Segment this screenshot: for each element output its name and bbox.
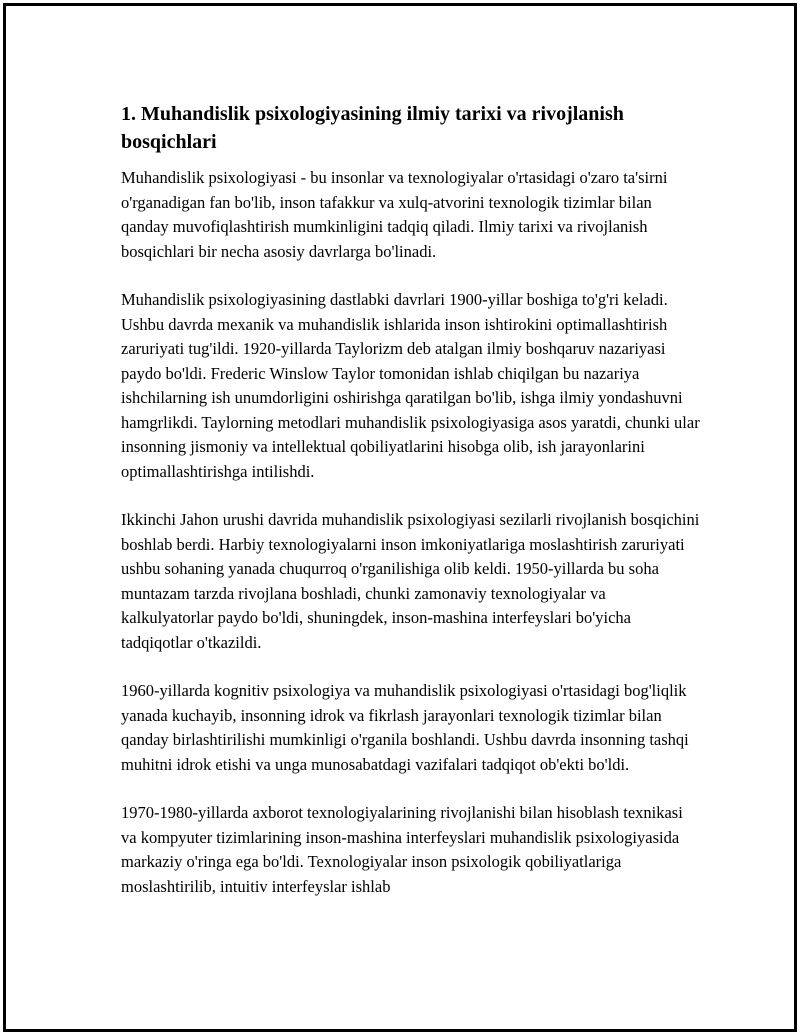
document-page <box>3 3 797 1032</box>
paragraph-1960s: 1960-yillarda kognitiv psixologiya va muhandislik psixologiyasi o'rtasidagi bog'liqlik yanada kuchayib, insonning idrok va fikrlash jarayonlari texnologik tizimlar bilan qanday birlashtirilishi mumkinligi o'rganila boshlandi. Ushbu davrda insonning tashqi muhitni idrok etishi va unga munosabatdagi vazifalari tadqiqot ob'ekti bo'ldi. <box>121 681 689 774</box>
document-body <box>121 100 701 923</box>
paragraph-1970s-1980s: 1970-1980-yillarda axborot texnologiyalarining rivojlanishi bilan hisoblash texnikasi va kompyuter tizimlarining inson-mashina interfeyslari muhandislik psixologiyasida markaziy o'ringa ega bo'ldi. Texnologiyalar inson psixologik qobiliyatlariga moslashtirilib, intuitiv interfeyslar ishlab <box>121 803 683 896</box>
paragraph-intro: Muhandislik psixologiyasi - bu insonlar va texnologiyalar o'rtasidagi o'zaro ta'sirni o'rganadigan fan bo'lib, inson tafakkur va xulq-atvorini texnologik tizimlar bilan qanday muvofiqlashtirish mumkinligini tadqiq qiladi. Ilmiy tarixi va rivojlanish bosqichlari bir necha asosiy davrlarga bo'linadi. <box>121 168 668 261</box>
paragraph-early-period: Muhandislik psixologiyasining dastlabki davrlari 1900-yillar boshiga to'g'ri keladi. Ushbu davrda mexanik va muhandislik ishlarida inson ishtirokini optimallashtirish zaruriyati tug'ildi. 1920-yillarda Taylorizm deb atalgan ilmiy boshqaruv nazariyasi paydo bo'ldi. Frederic Winslow Taylor tomonidan ishlab chiqilgan bu nazariya ishchilarning ish unumdorligini oshirishga qaratilgan bo'lib, ishga ilmiy yondashuvni hamgrlikdi. Taylorning metodlari muhandislik psixologiyasiga asos yaratdi, chunki ular insonning jismoniy va intellektual qobiliyatlarini hisobga olib, ish jarayonlarini optimallashtirishga intilishdi. <box>121 290 700 481</box>
paragraph-world-war-two: Ikkinchi Jahon urushi davrida muhandislik psixologiyasi sezilarli rivojlanish bosqichini boshlab berdi. Harbiy texnologiyalarni inson imkoniyatlariga moslashtirish zaruriyati ushbu sohaning yanada chuqurroq o'rganilishiga olib keldi. 1950-yillarda bu soha muntazam tarzda rivojlana boshladi, chunki zamonaviy texnologiyalar va kalkulyatorlar paydo bo'ldi, shuningdek, inson-mashina interfeyslari bo'yicha tadqiqotlar o'tkazildi. <box>121 510 700 652</box>
section-heading: 1. Muhandislik psixologiyasining ilmiy tarixi va rivojlanish bosqichlari <box>121 103 624 153</box>
